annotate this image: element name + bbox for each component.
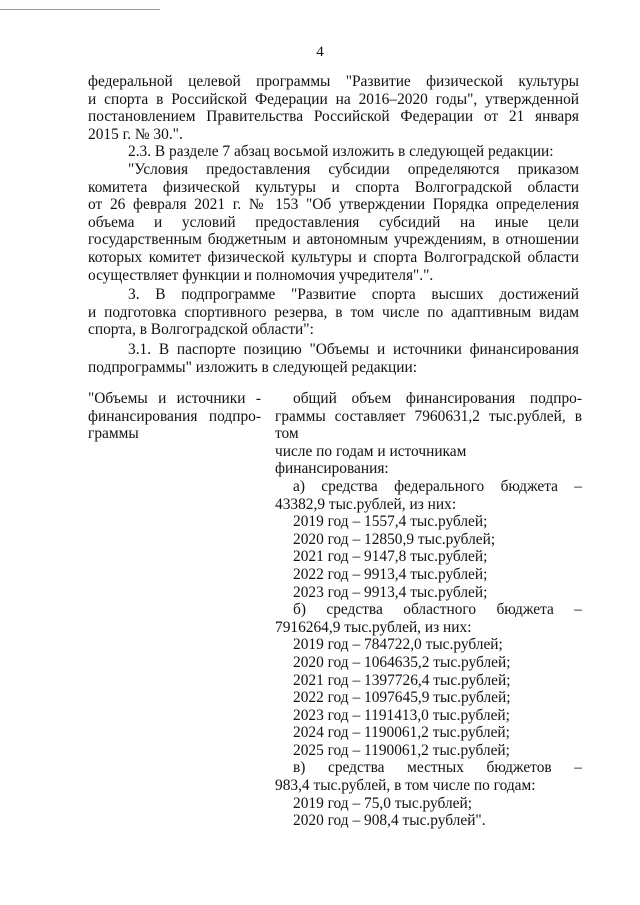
- text-line: 3. В подпрограмме "Развитие спорта высших достижений: [128, 286, 579, 304]
- table-value-line: 2025 год – 1190061,2 тыс.рублей;: [293, 741, 510, 759]
- text-line: спорта, в Волгоградской области":: [88, 321, 314, 339]
- table-value-line: 2019 год – 784722,0 тыс.рублей;: [293, 636, 503, 654]
- table-value-line: 2019 год – 75,0 тыс.рублей;: [293, 794, 473, 812]
- table-value-line: 2019 год – 1557,4 тыс.рублей;: [293, 513, 488, 531]
- top-margin-mark: [0, 9, 160, 10]
- table-value-line: б) средства областного бюджета –: [293, 601, 582, 619]
- table-value-line: 2024 год – 1190061,2 тыс.рублей;: [293, 724, 510, 742]
- table-value-line: 2020 год – 1064635,2 тыс.рублей;: [293, 653, 511, 671]
- text-line: комитета физической культуры и спорта Волгоградской области: [88, 178, 579, 196]
- text-line: государственным бюджетным и автономным учреждениям, в отношении: [88, 231, 579, 249]
- text-line: постановлением Правительства Российской Федерации от 21 января: [88, 108, 579, 126]
- text-line: "Условия предоставления субсидии определяются приказом: [128, 160, 579, 178]
- table-value-line: 2021 год – 1397726,4 тыс.рублей;: [293, 671, 511, 689]
- text-line: объема и условий предоставления субсидий на иные цели: [88, 213, 579, 231]
- financing-value-cell: [275, 390, 582, 830]
- table-value-line: 983,4 тыс.рублей, в том числе по годам:: [275, 777, 536, 795]
- item-2-3: 2.3. В разделе 7 абзац восьмой изложить в следующей редакции:: [128, 143, 554, 161]
- table-value-line: а) средства федерального бюджета –: [293, 477, 582, 495]
- text-line: 2015 г. № 30.".: [88, 125, 183, 143]
- text-line: федеральной целевой программы "Развитие физической культуры: [88, 73, 579, 90]
- table-value-line: 2020 год – 12850,9 тыс.рублей;: [293, 530, 496, 548]
- table-value-line: числе по годам и источникам финансирования:: [275, 442, 467, 478]
- text-line: которых комитет физической культуры и спорта Волгоградской области: [88, 248, 579, 266]
- table-value-line: граммы составляет 7960631,2 тыс.рублей, в том: [275, 407, 582, 443]
- financing-table: [88, 390, 582, 830]
- financing-label-cell: [88, 390, 275, 830]
- table-value-line: 2023 год – 1191413,0 тыс.рублей;: [293, 706, 510, 724]
- quote-paragraph: [88, 161, 579, 284]
- text-line: осуществляет функции и полномочия учредителя".".: [88, 266, 434, 284]
- table-label-line: "Объемы и источники -: [88, 390, 261, 407]
- text-line: от 26 февраля 2021 г. № 153 "Об утверждении Порядка определения: [88, 196, 579, 214]
- table-label-line: граммы: [88, 425, 139, 443]
- table-value-line: 43382,9 тыс.рублей, из них:: [275, 495, 457, 513]
- table-value-line: 2022 год – 1097645,9 тыс.рублей;: [293, 689, 511, 707]
- text-line: 3.1. В паспорте позицию "Объемы и источники финансирования: [128, 340, 579, 358]
- table-value-line: 2021 год – 9147,8 тыс.рублей;: [293, 548, 488, 566]
- item-3-paragraph: [88, 286, 579, 339]
- table-value-line: в) средства местных бюджетов –: [293, 759, 582, 777]
- table-value-line: 2020 год – 908,4 тыс.рублей".: [293, 812, 486, 830]
- table-value-line: 2023 год – 9913,4 тыс.рублей;: [293, 583, 488, 601]
- page-number: 4: [316, 44, 324, 60]
- text-line: и подготовка спортивного резерва, в том числе по адаптивным видам: [88, 303, 579, 321]
- intro-paragraph: [88, 73, 579, 143]
- table-label-line: финансирования подпро-: [88, 407, 261, 425]
- text-line: подпрограммы" изложить в следующей редакции:: [88, 358, 417, 376]
- table-value-line: 2022 год – 9913,4 тыс.рублей;: [293, 565, 488, 583]
- table-value-line: общий объем финансирования подпро-: [293, 390, 582, 407]
- table-value-line: 7916264,9 тыс.рублей, из них:: [275, 618, 472, 636]
- text-line: и спорта в Российской Федерации на 2016–2020 годы", утвержденной: [88, 90, 579, 108]
- document-body: [88, 73, 579, 376]
- item-3-1-paragraph: [88, 341, 579, 376]
